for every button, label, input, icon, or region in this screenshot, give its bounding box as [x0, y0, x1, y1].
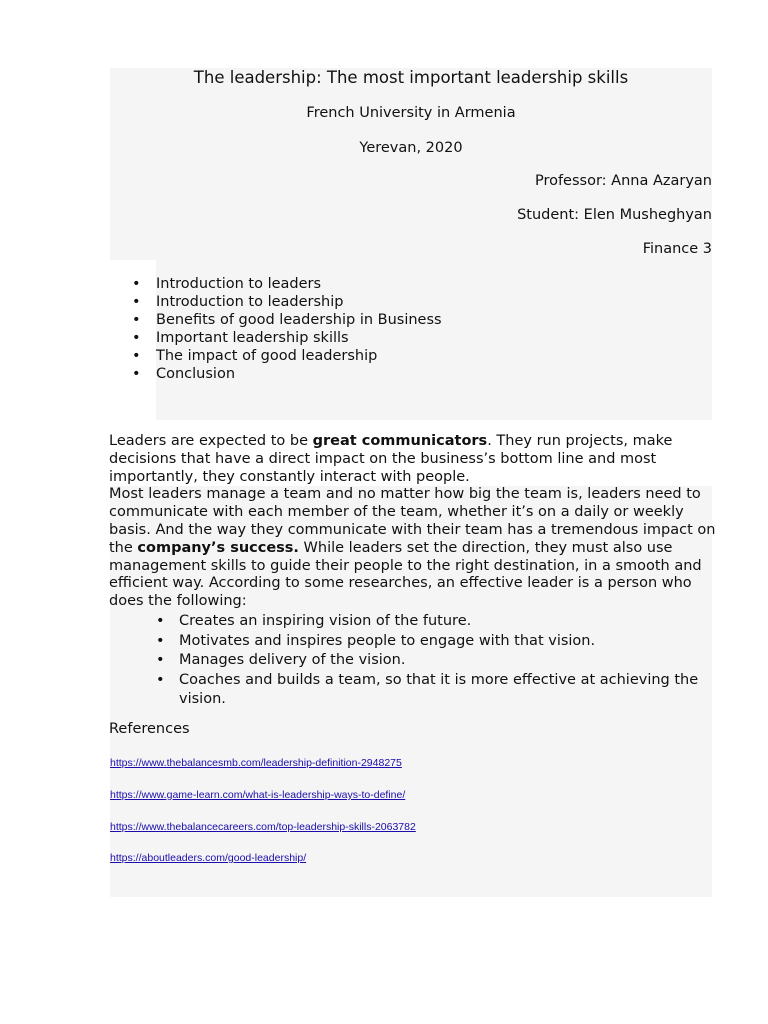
paragraph-team [109, 486, 719, 611]
professor-name: Professor: Anna Azaryan [534, 173, 712, 189]
course-name: Finance 3 [642, 241, 712, 257]
reference-link[interactable]: https://www.thebalancesmb.com/leadership-definition-2948275 [110, 757, 402, 769]
outline-item: • Introduction to leaders [132, 275, 442, 293]
p1-text-a: Leaders are expected to be [109, 433, 313, 449]
shade-header [110, 68, 712, 260]
reference-link[interactable]: https://www.game-learn.com/what-is-leadership-ways-to-define/ [110, 789, 406, 801]
outline-item: • Benefits of good leadership in Business [132, 311, 442, 329]
student-name: Student: Elen Musheghyan [517, 207, 712, 223]
p1-bold-text: great communicators [312, 433, 488, 449]
outline-item: • Introduction to leadership [132, 293, 442, 311]
body-text [109, 433, 719, 611]
reference-link[interactable]: https://www.thebalancecareers.com/top-leadership-skills-2063782 [110, 821, 416, 833]
list-item: • Manages delivery of the vision. [156, 651, 716, 671]
place-date: Yerevan, 2020 [359, 140, 463, 156]
p2-text-a: Most leaders manage a team and no matter how big the team is, leaders need to communicate with each member of the team, whether it’s on a daily or weekly basis. And the way they communicate with their team has a tremendous impact on the [109, 486, 716, 556]
document-title: The leadership: The most important leadership skills [193, 68, 629, 87]
list-item: • Coaches and builds a team, so that it is more effective at achieving the vision. [156, 671, 716, 710]
p2-text-b: While leaders set the direction, they must also use management skills to guide their people to the right destination, in a smooth and efficient way. According to some researches, an effective leader is a person who does the following: [109, 539, 702, 610]
leader-actions-list [156, 612, 716, 710]
p2-bold-text: company’s success. [137, 539, 299, 556]
paragraph-communicators [109, 433, 719, 486]
list-item: • Creates an inspiring vision of the future. [156, 612, 716, 632]
outline-list [132, 275, 442, 383]
outline-item: • Important leadership skills [132, 329, 442, 347]
outline-item: • The impact of good leadership [132, 347, 442, 365]
references-heading: References [109, 721, 190, 737]
p1-text-b: . They run projects, make decisions that have a direct impact on the business’s bottom line and most importantly, they constantly interact with people. [109, 433, 673, 485]
reference-link[interactable]: https://aboutleaders.com/good-leadership/ [110, 852, 307, 864]
university-name: French University in Armenia [306, 105, 516, 121]
outline-item: • Conclusion [132, 365, 442, 383]
list-item: • Motivates and inspires people to engage with that vision. [156, 632, 716, 652]
